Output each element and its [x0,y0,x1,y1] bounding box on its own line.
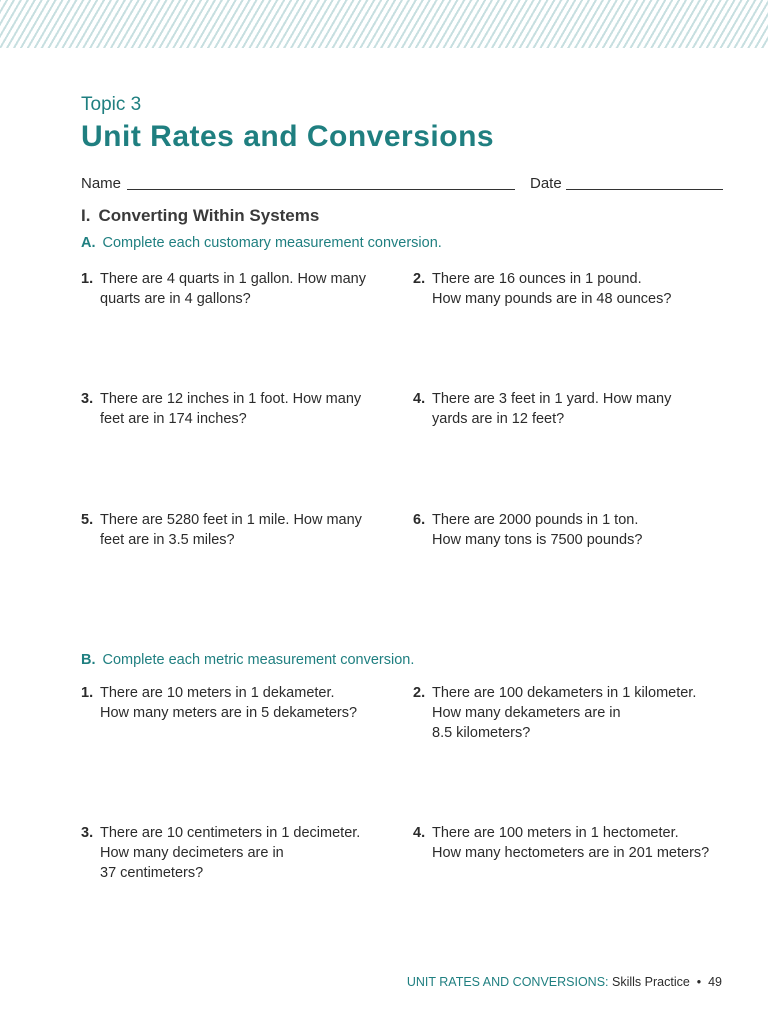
name-field[interactable] [127,189,515,190]
question-text: There are 10 meters in 1 dekameter. How many meters are in 5 dekameters? [100,685,358,721]
question-a5 [81,510,381,550]
question-number: 3. [81,825,94,841]
question-a6 [413,510,733,550]
question-number: 4. [413,825,426,841]
question-number: 2. [413,685,426,701]
section-number: I. [81,206,91,225]
part-a-instruction [81,235,442,251]
part-b-letter: B. [81,652,96,668]
date-label: Date [530,175,562,192]
question-text: There are 5280 feet in 1 mile. How many feet are in 3.5 miles? [100,512,362,548]
question-a4 [413,389,733,429]
part-b-instruction-text: Complete each metric measurement conversion. [102,652,415,668]
question-text: There are 10 centimeters in 1 decimeter. How many decimeters are in 37 centimeters? [100,825,361,881]
question-b4 [413,823,733,863]
footer-sub: Skills Practice [612,975,690,989]
question-number: 1. [81,685,94,701]
question-b2 [413,683,733,743]
topic-label: Topic 3 [81,94,142,115]
question-b1 [81,683,381,723]
question-text: There are 100 meters in 1 hectometer. How many hectometers are in 201 meters? [432,825,710,861]
section-title: Converting Within Systems [98,206,320,225]
question-text: There are 4 quarts in 1 gallon. How many quarts are in 4 gallons? [100,271,366,307]
decorative-hatch-band [0,0,768,48]
part-b-instruction [81,652,414,668]
part-a-instruction-text: Complete each customary measurement conversion. [102,235,442,251]
question-number: 5. [81,512,94,528]
page-number: 49 [708,975,722,989]
question-number: 1. [81,271,94,287]
question-text: There are 16 ounces in 1 pound. How many pounds are in 48 ounces? [432,271,672,307]
name-label: Name [81,175,122,192]
question-number: 4. [413,391,426,407]
page-footer [407,975,722,989]
page-title: Unit Rates and Conversions [81,120,495,153]
question-text: There are 2000 pounds in 1 ton. How many tons is 7500 pounds? [432,512,643,548]
question-number: 3. [81,391,94,407]
question-a2 [413,269,733,309]
footer-label: UNIT RATES AND CONVERSIONS: [406,975,609,989]
question-text: There are 100 dekameters in 1 kilometer. How many dekameters are in 8.5 kilometers? [432,685,697,741]
question-a1 [81,269,381,309]
footer-bullet: • [696,975,702,989]
question-text: There are 3 feet in 1 yard. How many yards are in 12 feet? [432,391,672,427]
question-b3 [81,823,381,883]
part-a-letter: A. [81,235,96,251]
question-text: There are 12 inches in 1 foot. How many feet are in 174 inches? [100,391,362,427]
question-number: 2. [413,271,426,287]
section-heading [81,206,319,226]
date-field[interactable] [566,189,723,190]
question-a3 [81,389,381,429]
question-number: 6. [413,512,426,528]
